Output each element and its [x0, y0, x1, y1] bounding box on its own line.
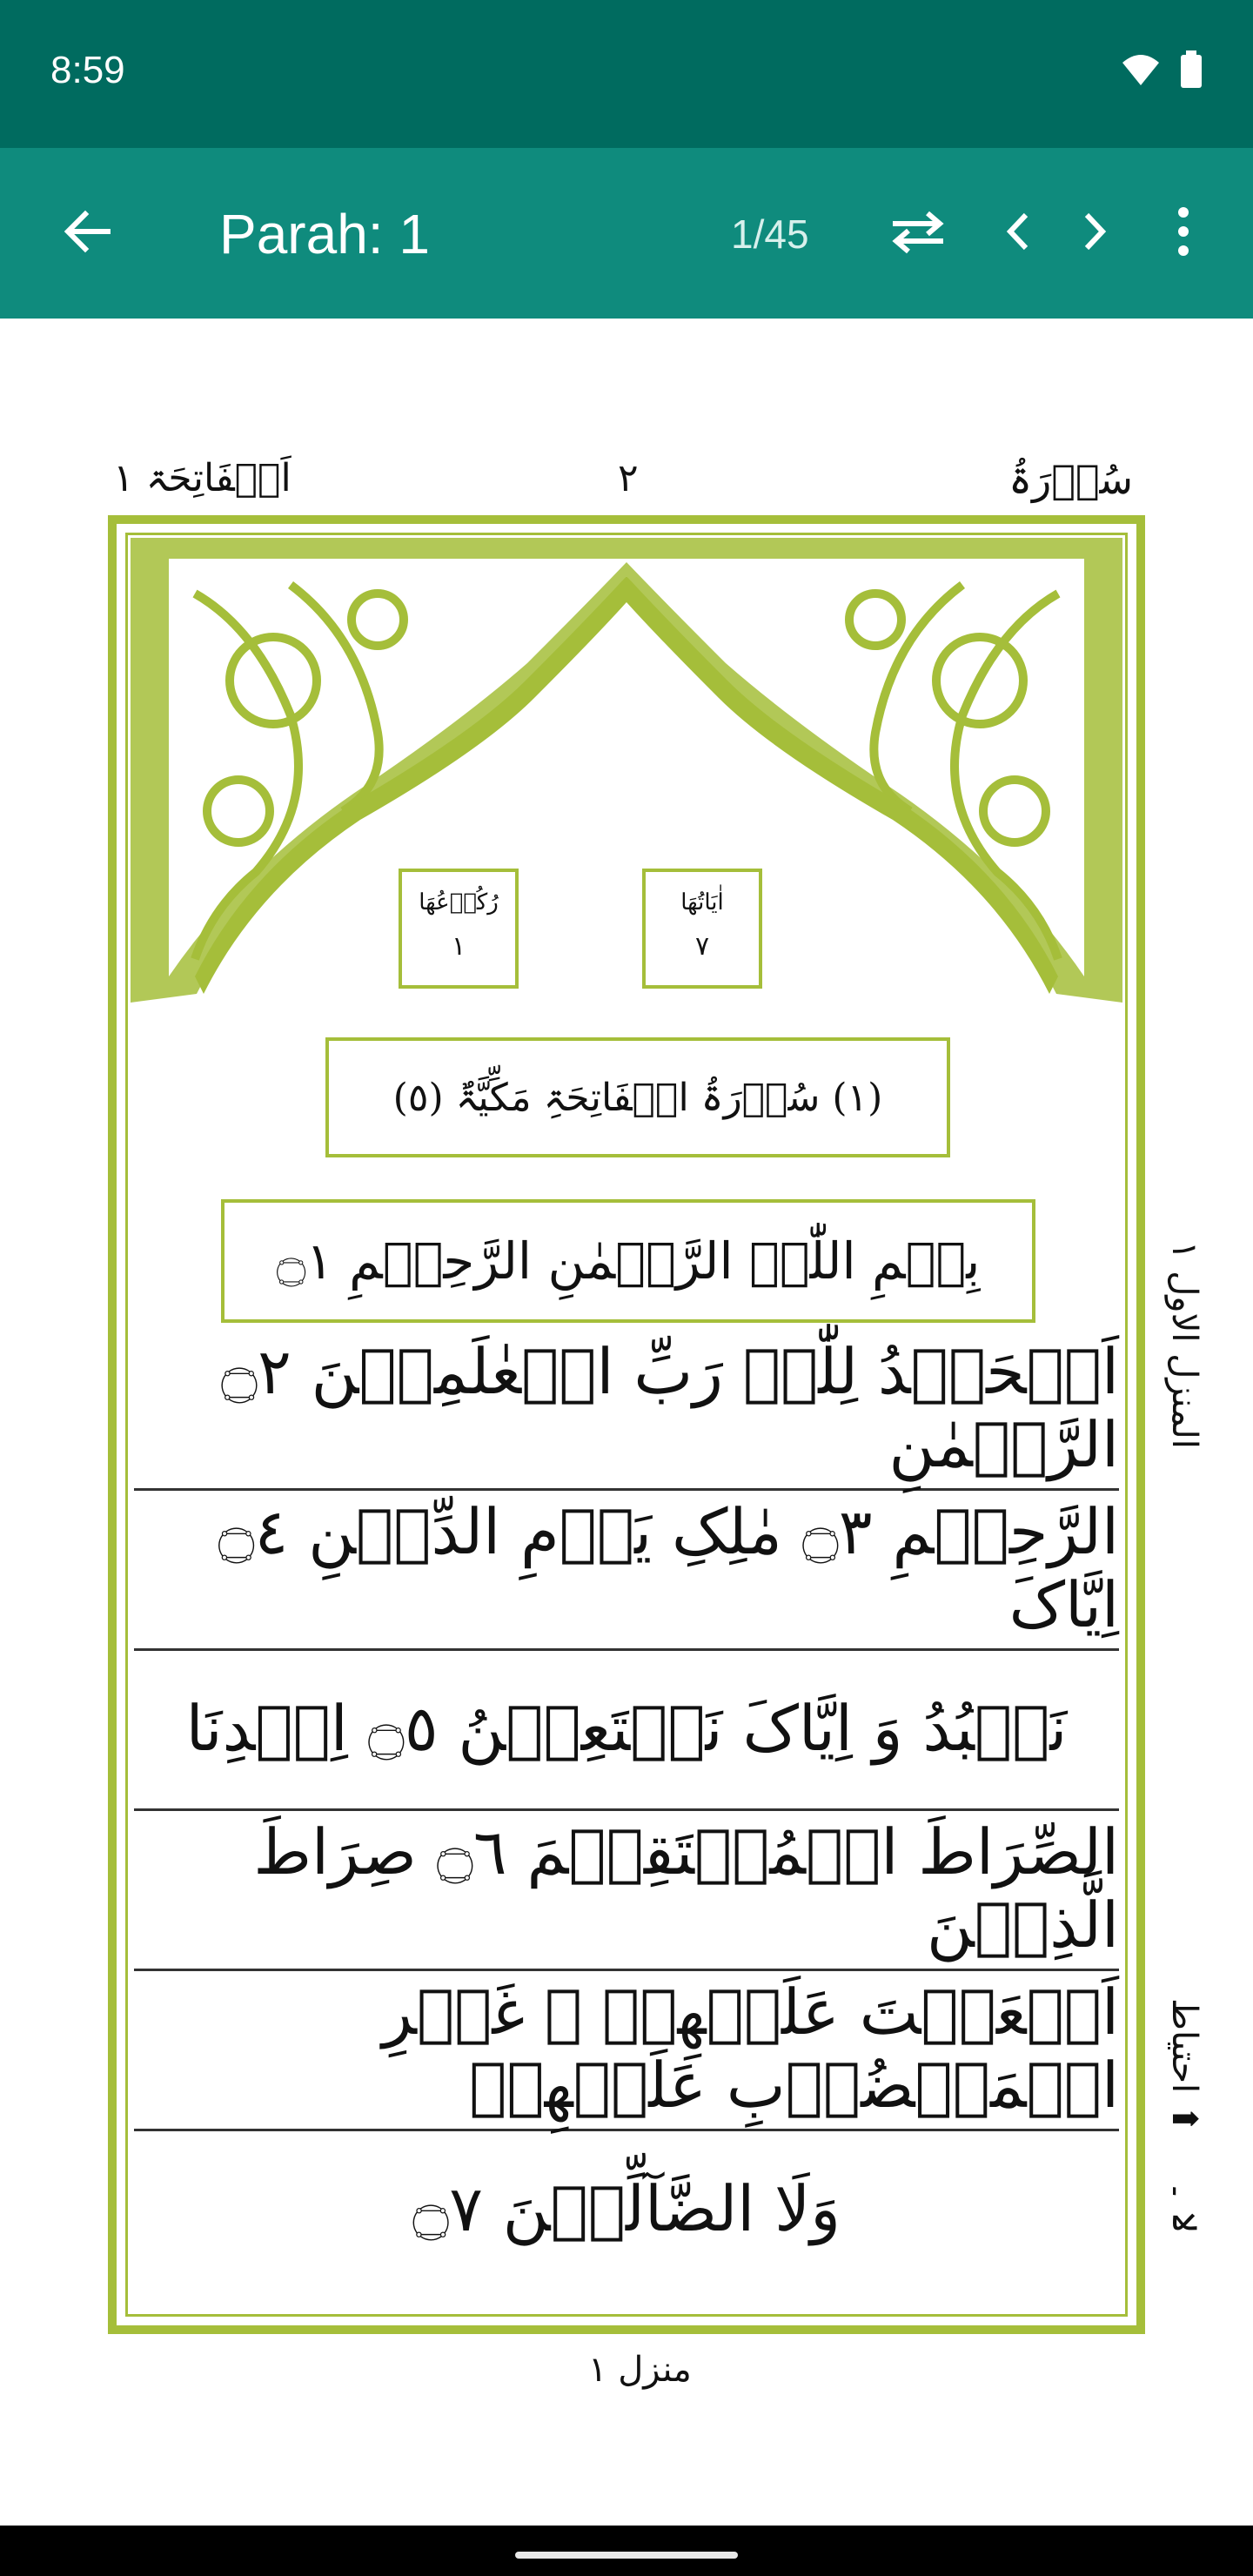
- waqf-side-note: لا ۔: [1164, 2181, 1204, 2233]
- ayat-count-value: ٧: [694, 931, 710, 962]
- home-gesture-pill[interactable]: [515, 2552, 738, 2559]
- page-header-name: اَلۡفَاتِحَۃ ١: [113, 456, 291, 500]
- quran-page-view[interactable]: [0, 319, 1253, 2526]
- page-header-surah: سُوۡرَۃُ: [1008, 456, 1133, 503]
- system-nav-bar: [0, 2526, 1253, 2576]
- chevron-left-icon: [1003, 210, 1033, 257]
- swap-button[interactable]: [879, 148, 957, 319]
- page-title: Parah: 1: [219, 203, 430, 265]
- status-time: 8:59: [50, 49, 125, 91]
- overflow-menu-button[interactable]: [1149, 148, 1218, 319]
- previous-page-button[interactable]: [983, 148, 1053, 319]
- swap-icon: [888, 208, 948, 258]
- page-counter: 1/45: [731, 211, 809, 257]
- ruku-count-value: ١: [451, 931, 466, 962]
- next-page-button[interactable]: [1060, 148, 1129, 319]
- verse-line[interactable]: اَلۡحَمۡدُ لِلّٰہِ رَبِّ الۡعٰلَمِیۡنَ ۝٢ الرَّحۡمٰنِ: [134, 1328, 1119, 1491]
- surah-title: (١) سُوۡرَۃُ الۡفَاتِحَۃِ مَکِّیَّۃٌ (٥): [392, 1075, 883, 1120]
- ruku-count-box: [399, 869, 519, 989]
- verse-line[interactable]: اَنۡعَمۡتَ عَلَیۡھِمۡ ۙ غَیۡرِ الۡمَغۡضُوۡبِ عَلَیۡھِمۡ: [134, 1969, 1119, 2131]
- arch-ornament: [117, 524, 1136, 1011]
- more-vert-icon: [1176, 205, 1190, 261]
- verse-line[interactable]: الرَّحِیۡمِ ۝٣ مٰلِکِ یَوۡمِ الدِّیۡنِ ۝٤ اِیَّاکَ: [134, 1488, 1119, 1651]
- verse-line[interactable]: وَلَا الضَّآلِّیۡنَ ۝٧: [412, 2172, 841, 2245]
- app-bar: [0, 148, 1253, 319]
- status-bar: [0, 0, 1253, 148]
- ihtiyat-side-note: احتیاط ⬆: [1164, 1998, 1204, 2134]
- surah-title-frame: [325, 1037, 950, 1157]
- back-button[interactable]: [35, 148, 139, 319]
- page-footer-manzil: منزل ١: [588, 2350, 692, 2390]
- page-frame: [108, 515, 1145, 2334]
- manzil-side-note: المنزل الاول ١: [1164, 1241, 1204, 1449]
- status-icons: [1121, 50, 1203, 92]
- ayat-count-label: اٰیَاتُھَا: [680, 889, 724, 916]
- ruku-count-label: رُکُوۡعُھَا: [419, 889, 499, 916]
- wifi-icon: [1121, 52, 1161, 91]
- verse-line[interactable]: نَعۡبُدُ وَ اِیَّاکَ نَسۡتَعِیۡنُ ۝٥ اِھۡدِنَا: [134, 1648, 1119, 1811]
- battery-icon: [1180, 50, 1203, 92]
- verse-line[interactable]: الصِّرَاطَ الۡمُسۡتَقِیۡمَ ۝٦ صِرَاطَ الَّذِیۡنَ: [134, 1808, 1119, 1971]
- ayat-count-box: [642, 869, 762, 989]
- bismillah-text: بِسۡمِ اللّٰہِ الرَّحۡمٰنِ الرَّحِیۡمِ ۝١: [276, 1231, 981, 1291]
- page-header-number: ٢: [618, 456, 639, 500]
- back-arrow-icon: [59, 204, 115, 263]
- chevron-right-icon: [1080, 210, 1109, 257]
- bismillah-frame: [221, 1199, 1035, 1323]
